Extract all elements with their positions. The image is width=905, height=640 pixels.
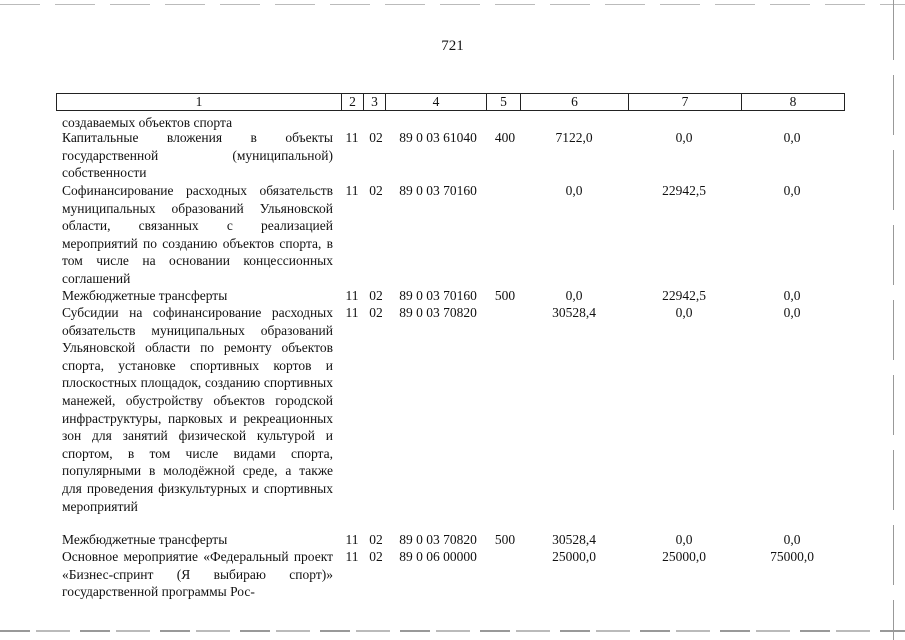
cell-subsection: 02 (369, 532, 383, 547)
cell-subsection: 02 (369, 183, 383, 198)
cell-amount-8: 0,0 (783, 532, 801, 547)
column-header-6: 6 (521, 94, 629, 110)
cell-amount-8: 0,0 (783, 288, 801, 303)
cell-subsection: 02 (369, 130, 383, 145)
column-header-5: 5 (487, 94, 521, 110)
cell-section: 11 (345, 183, 359, 198)
cell-target-code: 89 0 03 70160 (399, 183, 477, 198)
cell-section: 11 (345, 130, 359, 145)
column-header-8: 8 (789, 94, 797, 109)
cell-target-code: 89 0 03 70820 (399, 532, 477, 547)
cell-amount-6: 7122,0 (555, 130, 593, 145)
cell-amount-8: 75000,0 (770, 549, 814, 564)
cell-amount-6: 30528,4 (552, 305, 596, 320)
row-description: Софинансирование расходных обязательств муниципальных образований Ульяновской области, связанных с реализацией мероприятий по созданию объектов спорта, в том числе на основании концессионных соглашений (62, 183, 333, 286)
cell-subsection: 02 (369, 549, 383, 564)
cell-amount-6: 30528,4 (552, 532, 596, 547)
cell-target-code: 89 0 03 70820 (399, 305, 477, 320)
cell-section: 11 (345, 288, 359, 303)
scan-edge-bottom (0, 630, 905, 632)
cell-amount-7: 22942,5 (662, 183, 706, 198)
column-header-3: 3 (364, 94, 386, 110)
cell-subsection: 02 (369, 305, 383, 320)
row-description: Межбюджетные трансферты (62, 288, 228, 303)
cell-expense-type: 400 (494, 130, 516, 145)
scan-edge-right (893, 0, 894, 640)
scan-edge-top (0, 4, 905, 5)
row-description: Субсидии на софинансирование расходных обязательств муниципальных образований Ульяновской области по ремонту объектов спорта, установке спортивных кортов и плоскостных площадок, созданию спортивных манежей, обустройству объектов городской инфраструктуры, парковых и рекреационных зон для занятий физической культурой и спортом, в том числе видами спорта, популярными в молодёжной среде, а также для проведения физкультурных и спортивных мероприятий (62, 305, 333, 514)
continuation-text: создаваемых объектов спорта (62, 115, 233, 130)
page-number: 721 (441, 38, 464, 54)
cell-target-code: 89 0 03 70160 (399, 288, 477, 303)
column-header-1: 1 (57, 94, 342, 110)
row-description: Межбюджетные трансферты (62, 532, 228, 547)
cell-amount-7: 25000,0 (662, 549, 706, 564)
cell-amount-6: 0,0 (565, 183, 583, 198)
row-description: Капитальные вложения в объекты государственной (муниципальной) собственности (62, 130, 333, 181)
cell-amount-7: 22942,5 (662, 288, 706, 303)
cell-section: 11 (345, 549, 359, 564)
cell-amount-7: 0,0 (675, 305, 693, 320)
cell-expense-type: 500 (494, 532, 516, 547)
cell-amount-8: 0,0 (783, 183, 801, 198)
cell-amount-6: 25000,0 (552, 549, 596, 564)
cell-amount-8: 0,0 (783, 305, 801, 320)
cell-amount-6: 0,0 (565, 288, 583, 303)
cell-expense-type: 500 (494, 288, 516, 303)
cell-amount-8: 0,0 (783, 130, 801, 145)
row-description: Основное мероприятие «Федеральный проект «Бизнес-спринт (Я выбираю спорт)» государственной программы Рос- (62, 549, 333, 600)
column-header-4: 4 (386, 94, 487, 110)
cell-section: 11 (345, 305, 359, 320)
cell-section: 11 (345, 532, 359, 547)
cell-amount-7: 0,0 (675, 532, 693, 547)
cell-subsection: 02 (369, 288, 383, 303)
cell-target-code: 89 0 06 00000 (399, 549, 477, 564)
cell-target-code: 89 0 03 61040 (399, 130, 477, 145)
cell-amount-7: 0,0 (675, 130, 693, 145)
column-header-2: 2 (342, 94, 364, 110)
table-header (56, 93, 845, 111)
column-header-7: 7 (629, 94, 742, 110)
